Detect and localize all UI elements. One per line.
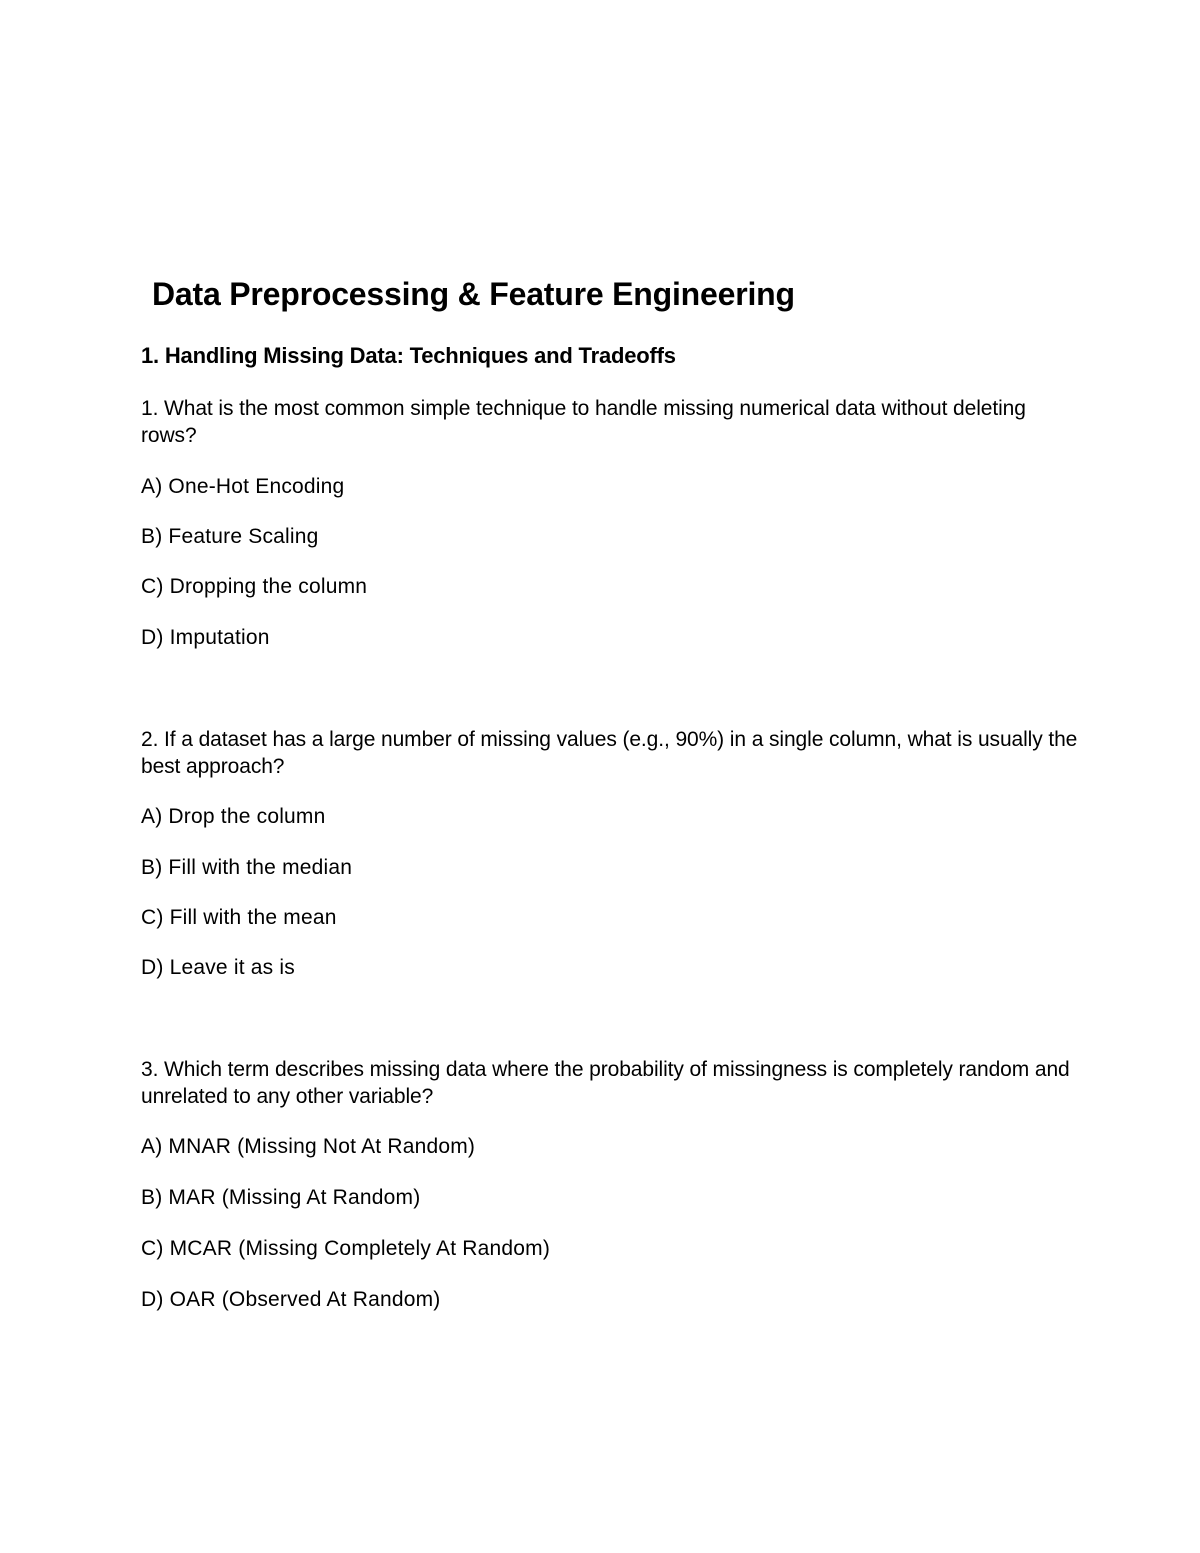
question-2-option-c: C) Fill with the mean xyxy=(141,906,337,929)
question-1-option-a: A) One-Hot Encoding xyxy=(141,475,345,498)
question-1-option-b: B) Feature Scaling xyxy=(141,525,319,548)
question-3-option-a: A) MNAR (Missing Not At Random) xyxy=(141,1135,476,1158)
question-3-option-c: C) MCAR (Missing Completely At Random) xyxy=(141,1237,551,1260)
question-3-text: 3. Which term describes missing data where the probability of missingness is completely random and unrelated to any other variable? xyxy=(141,1058,1070,1108)
question-2-text: 2. If a dataset has a large number of missing values (e.g., 90%) in a single column, what is usually the best approach? xyxy=(141,728,1078,778)
question-2-option-d: D) Leave it as is xyxy=(141,956,295,979)
document-title: Data Preprocessing & Feature Engineering xyxy=(152,276,795,312)
question-3-option-b: B) MAR (Missing At Random) xyxy=(141,1186,421,1209)
question-3-option-d: D) OAR (Observed At Random) xyxy=(141,1288,441,1311)
question-1-option-d: D) Imputation xyxy=(141,626,270,649)
question-2-option-a: A) Drop the column xyxy=(141,805,326,828)
section-heading: 1. Handling Missing Data: Techniques and Tradeoffs xyxy=(141,343,676,368)
question-2-option-b: B) Fill with the median xyxy=(141,856,353,879)
question-1-text: 1. What is the most common simple technique to handle missing numerical data without deleting rows? xyxy=(141,397,1026,447)
question-1-option-c: C) Dropping the column xyxy=(141,575,368,598)
